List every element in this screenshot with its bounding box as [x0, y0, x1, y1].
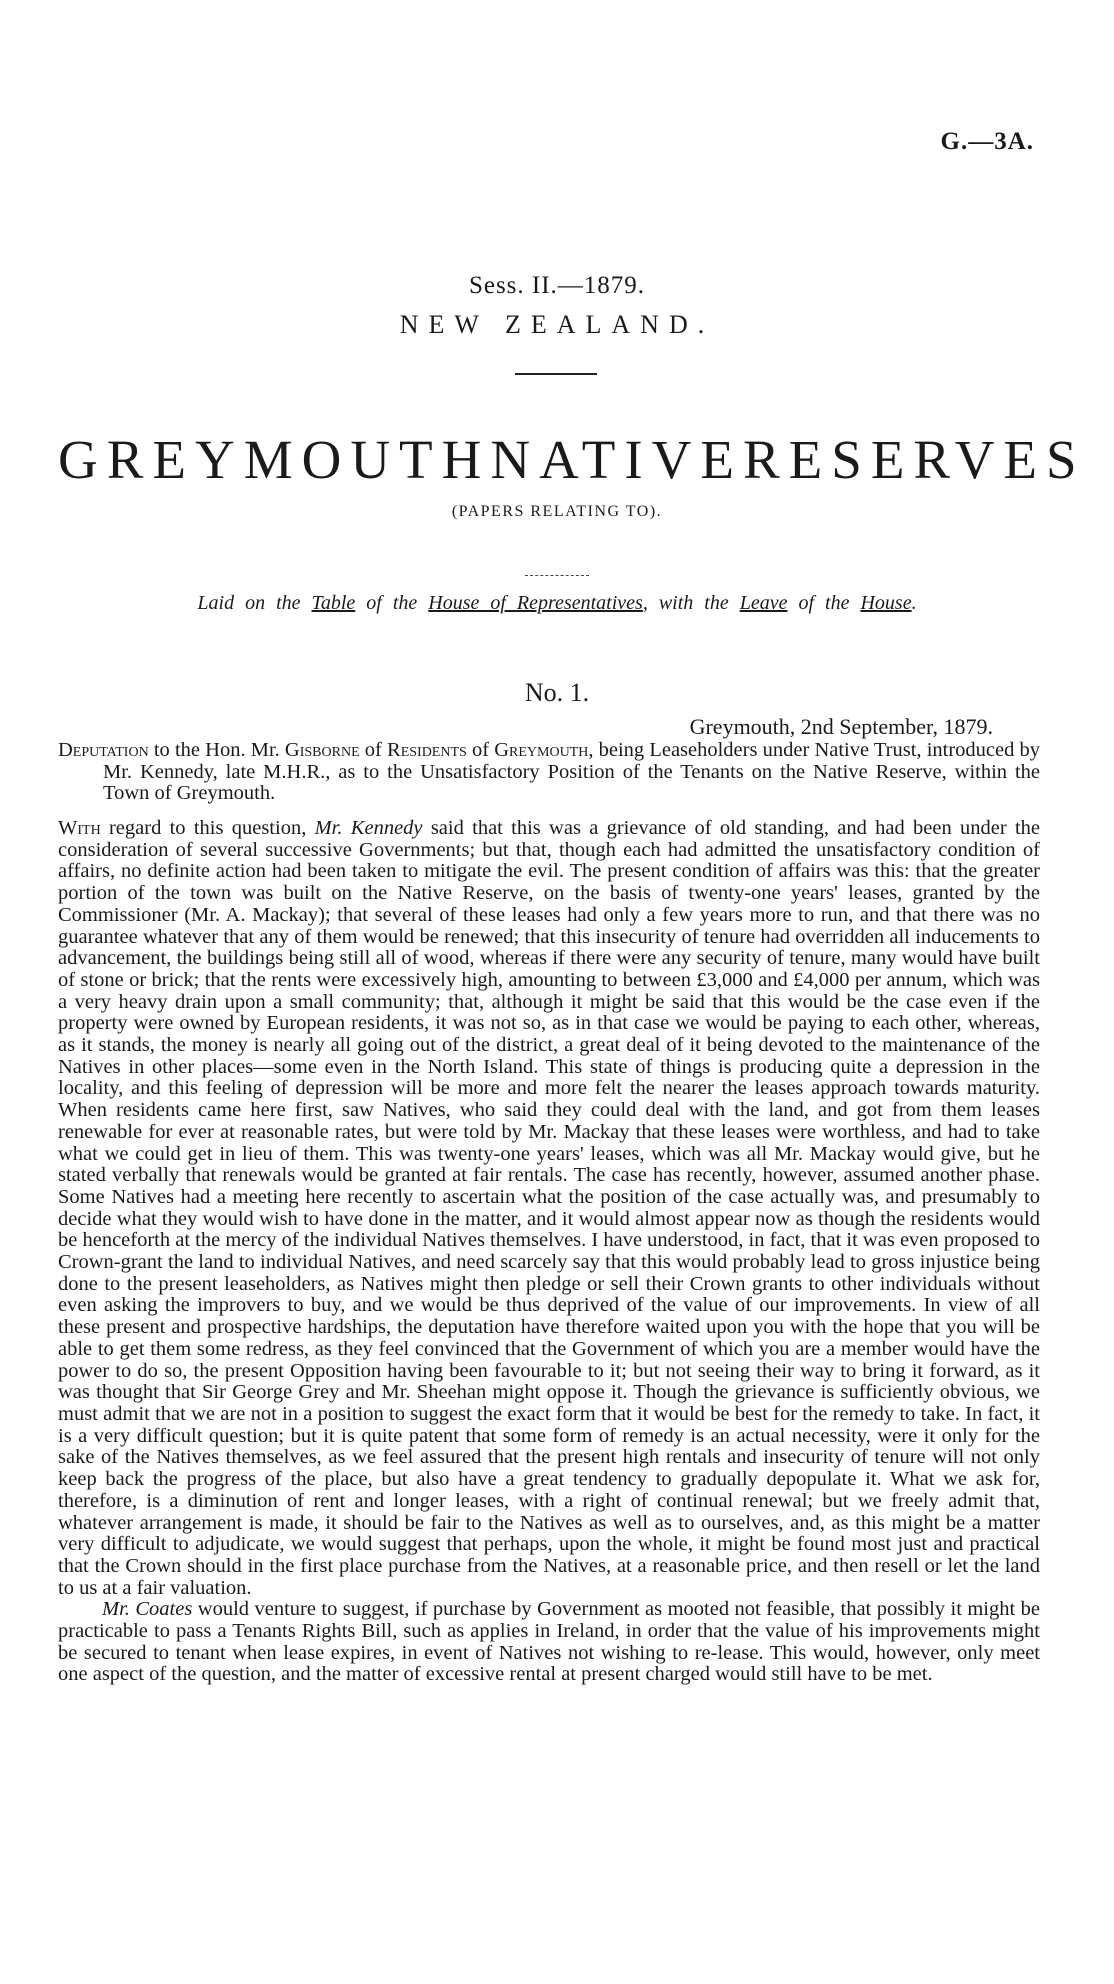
document-number: No. 1. [524, 678, 590, 707]
title-rule [515, 373, 597, 375]
dateline: Greymouth, 2nd September, 1879. [689, 714, 993, 739]
title-word: GREYMOUTH [58, 429, 491, 490]
paragraph-coates: Mr. Coates would venture to suggest, if purchase by Government as mooted not feasible, that possibly it might be practicable to pass a Tenants Rights Bill, such as applies in Ireland, in order that the value of his improvements might be secured to tenant when lease expires, in event of Natives not wishing to re-lease. This would, however, only meet one aspect of the question, and the matter of excessive rental at present charged would still have to be met. [58, 1598, 1040, 1686]
document-title [58, 429, 1086, 490]
country-heading: NEW ZEALAND. [399, 310, 715, 339]
session-heading: Sess. II.—1879. [468, 272, 646, 299]
deputation-heading: Deputation to the Hon. Mr. Gisborne of Residents of Greymouth, being Leaseholders under Native Trust, introduced by Mr. Kennedy, late M.H.R., as to the Unsatisfactory Position of the Tenants on the Native Reserve, within the Town of Greymouth. [58, 739, 1041, 804]
laid-on-table-line: Laid on the Table of the House of Representatives, with the Leave of the House. [197, 592, 917, 614]
title-word: RESERVES [742, 429, 1086, 490]
page-identifier: G.—3A. [940, 128, 1034, 155]
body-text [58, 818, 1040, 1686]
document-subtitle: (PAPERS RELATING TO). [451, 503, 663, 520]
title-word: NATIVE [490, 429, 743, 490]
paragraph-kennedy: With regard to this question, Mr. Kennedy said that this was a grievance of old standing, and had been under the consideration of several successive Governments; but that, though each had admitted the unsatisfactory condition of affairs, no definite action had been taken to mitigate the evil. The present condition of affairs was this: that the greater portion of the town was built on the Native Reserve, on the basis of twenty-one years' leases, granted by the Commissioner (Mr. A. Mackay); that several of these leases had only a few years more to run, and that there was no guarantee whatever that any of them would be renewed; that this insecurity of tenure had overridden all inducements to advancement, the buildings being still all of wood, whereas if there were any security of tenure, many would have built of stone or brick; that the rents were excessively high, amounting to between £3,000 and £4,000 per annum, which was a very heavy drain upon a small community; that, although it might be said that this would be the case even if the property were owned by European residents, it was not so, as in that case we would be paying to each other, whereas, as it stands, the money is nearly all going out of the district, a great deal of it being devoted to the maintenance of the Natives in other places—some even in the North Island. This state of things is producing quite a depression in the locality, and this feeling of depression will be more and more felt the nearer the leases approach towards maturity. When residents came here first, saw Natives, who said they could deal with the land, and got from them leases renewable for ever at reasonable rates, but were told by Mr. Mackay that these leases were worthless, and had to take what we could get in lieu of them. This was twenty-one years' leases, which was all Mr. Mackay would give, but he stated verbally that renewals would be granted at fair rentals. The case has recently, however, assumed another phase. Some Natives had a meeting here recently to ascertain what the position of the case actually was, and presumably to decide what they would wish to have done in the matter, and it would almost appear now as though the residents would be henceforth at the mercy of the individual Natives themselves. I have understood, in fact, that it was even proposed to Crown-grant the land to individual Natives, and need scarcely say that this would probably lead to gross injustice being done to the present leaseholders, as Natives might then pledge or sell their Crown grants to other individuals without even asking the improvers to buy, and we would be thus deprived of the value of our improvements. In view of all these present and prospective hardships, the deputation have therefore waited upon you with the hope that you will be able to get them some redress, as they feel convinced that the Government of which you are a member would have the power to do so, the present Opposition having been favourable to it; but not seeing their way to bring it forward, as it was thought that Sir George Grey and Mr. Sheehan might oppose it. Though the grievance is sufficiently obvious, we must admit that we are not in a position to suggest the exact form that it would be best for the remedy to take. In fact, it is a very difficult question; but it is quite patent that some form of remedy is an actual necessity, were it only for the sake of the Natives themselves, as we feel assured that the present high rentals and insecurity of tenure will not only keep back the progress of the place, but also have a great tendency to gradually depopulate it. What we ask for, therefore, is a diminution of rent and longer leases, with a right of continual renewal; but we freely admit that, whatever arrangement is made, it should be fair to the Natives as well as to ourselves, and, as this might be a matter very difficult to adjudicate, we would suggest that perhaps, upon the whole, it might be found most just and practical that the Crown should in the first place purchase from the Natives, at a reasonable price, and then resell or let the land to us at a fair valuation. [58, 817, 1040, 1599]
dashed-rule [525, 575, 589, 576]
